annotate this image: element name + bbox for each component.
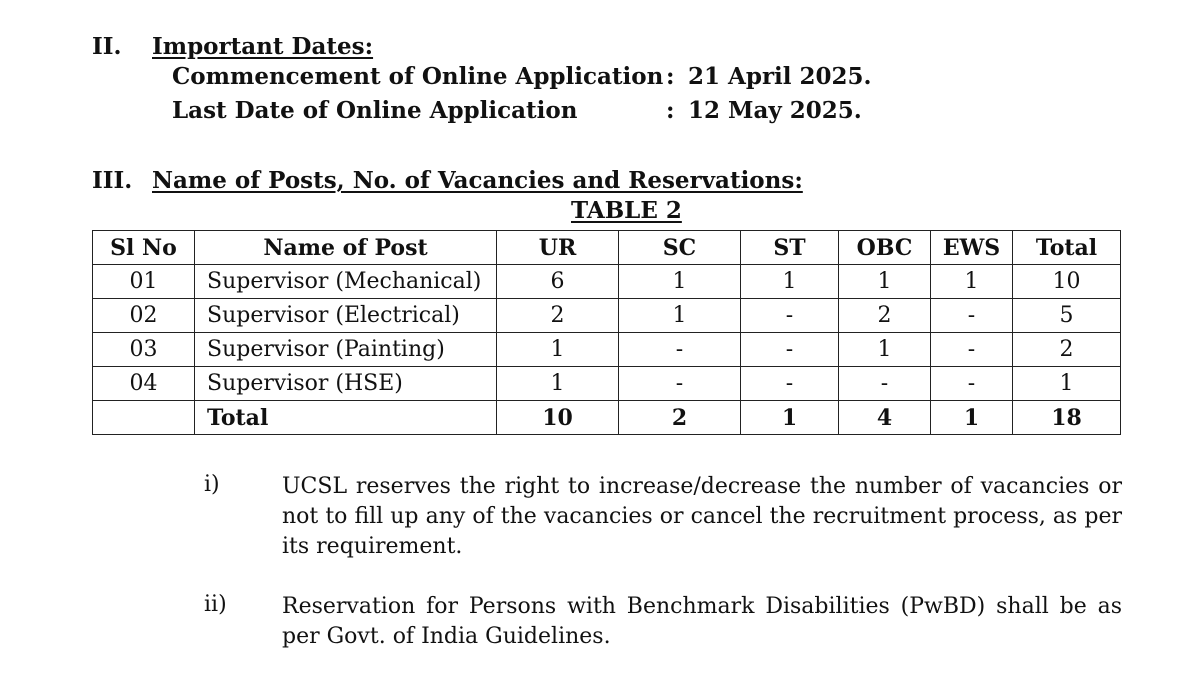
cell-sc: 1 [619,299,741,333]
commencement-date: 21 April 2025. [688,63,872,90]
cell-total-ews: 1 [931,401,1013,435]
header-ews: EWS [931,231,1013,265]
cell-total: 10 [1013,265,1121,299]
table-row [93,333,1121,367]
cell-sc: - [619,367,741,401]
table-total-row [93,401,1121,435]
cell-ur: 1 [497,367,619,401]
header-name-of-post: Name of Post [195,231,497,265]
cell-total-obc: 4 [839,401,931,435]
table-row [93,265,1121,299]
cell-st: - [741,367,839,401]
cell-ur: 6 [497,265,619,299]
header-sl-no: Sl No [93,231,195,265]
cell-obc: 1 [839,333,931,367]
cell-sl-no: 02 [93,299,195,333]
cell-st: - [741,299,839,333]
cell-total: 2 [1013,333,1121,367]
cell-ews: - [931,333,1013,367]
cell-obc: - [839,367,931,401]
cell-sc: 1 [619,265,741,299]
last-date-separator: : [666,97,675,124]
section-2-heading: Important Dates: [152,33,374,60]
header-ur: UR [497,231,619,265]
section-3-heading: Name of Posts, No. of Vacancies and Reservations: [152,167,803,194]
cell-total-label: Total [195,401,497,435]
cell-obc: 1 [839,265,931,299]
header-obc: OBC [839,231,931,265]
cell-ews: - [931,367,1013,401]
table-title: TABLE 2 [571,197,682,224]
header-total: Total [1013,231,1121,265]
cell-post: Supervisor (Electrical) [195,299,497,333]
cell-ur: 1 [497,333,619,367]
cell-ews: 1 [931,265,1013,299]
section-2-numeral: II. [92,33,122,60]
commencement-separator: : [666,63,675,90]
last-date-label: Last Date of Online Application [172,97,578,124]
cell-sl-no: 04 [93,367,195,401]
cell-total-sc: 2 [619,401,741,435]
cell-sc: - [619,333,741,367]
cell-sl-no: 03 [93,333,195,367]
cell-obc: 2 [839,299,931,333]
header-st: ST [741,231,839,265]
commencement-label: Commencement of Online Application [172,63,664,90]
cell-ur: 2 [497,299,619,333]
note-1-text: UCSL reserves the right to increase/decrease the number of vacancies or not to fill up any of the vacancies or cancel the recruitment process, as per its requirement. [282,474,1122,559]
note-2-number: ii) [204,592,227,617]
cell-total: 1 [1013,367,1121,401]
cell-grand-total: 18 [1013,401,1121,435]
cell-total: 5 [1013,299,1121,333]
last-date-value: 12 May 2025. [688,97,862,124]
table-header-row [93,231,1121,265]
cell-sl-no: 01 [93,265,195,299]
section-3-numeral: III. [92,167,133,194]
table-row [93,299,1121,333]
cell-sl-no-empty [93,401,195,435]
table-row [93,367,1121,401]
cell-st: - [741,333,839,367]
cell-post: Supervisor (Mechanical) [195,265,497,299]
vacancy-table [92,230,1121,435]
cell-st: 1 [741,265,839,299]
cell-ews: - [931,299,1013,333]
header-sc: SC [619,231,741,265]
note-1-number: i) [204,472,220,497]
cell-total-st: 1 [741,401,839,435]
cell-post: Supervisor (Painting) [195,333,497,367]
note-2-text: Reservation for Persons with Benchmark Disabilities (PwBD) shall be as per Govt. of India Guidelines. [282,594,1122,649]
cell-post: Supervisor (HSE) [195,367,497,401]
cell-total-ur: 10 [497,401,619,435]
